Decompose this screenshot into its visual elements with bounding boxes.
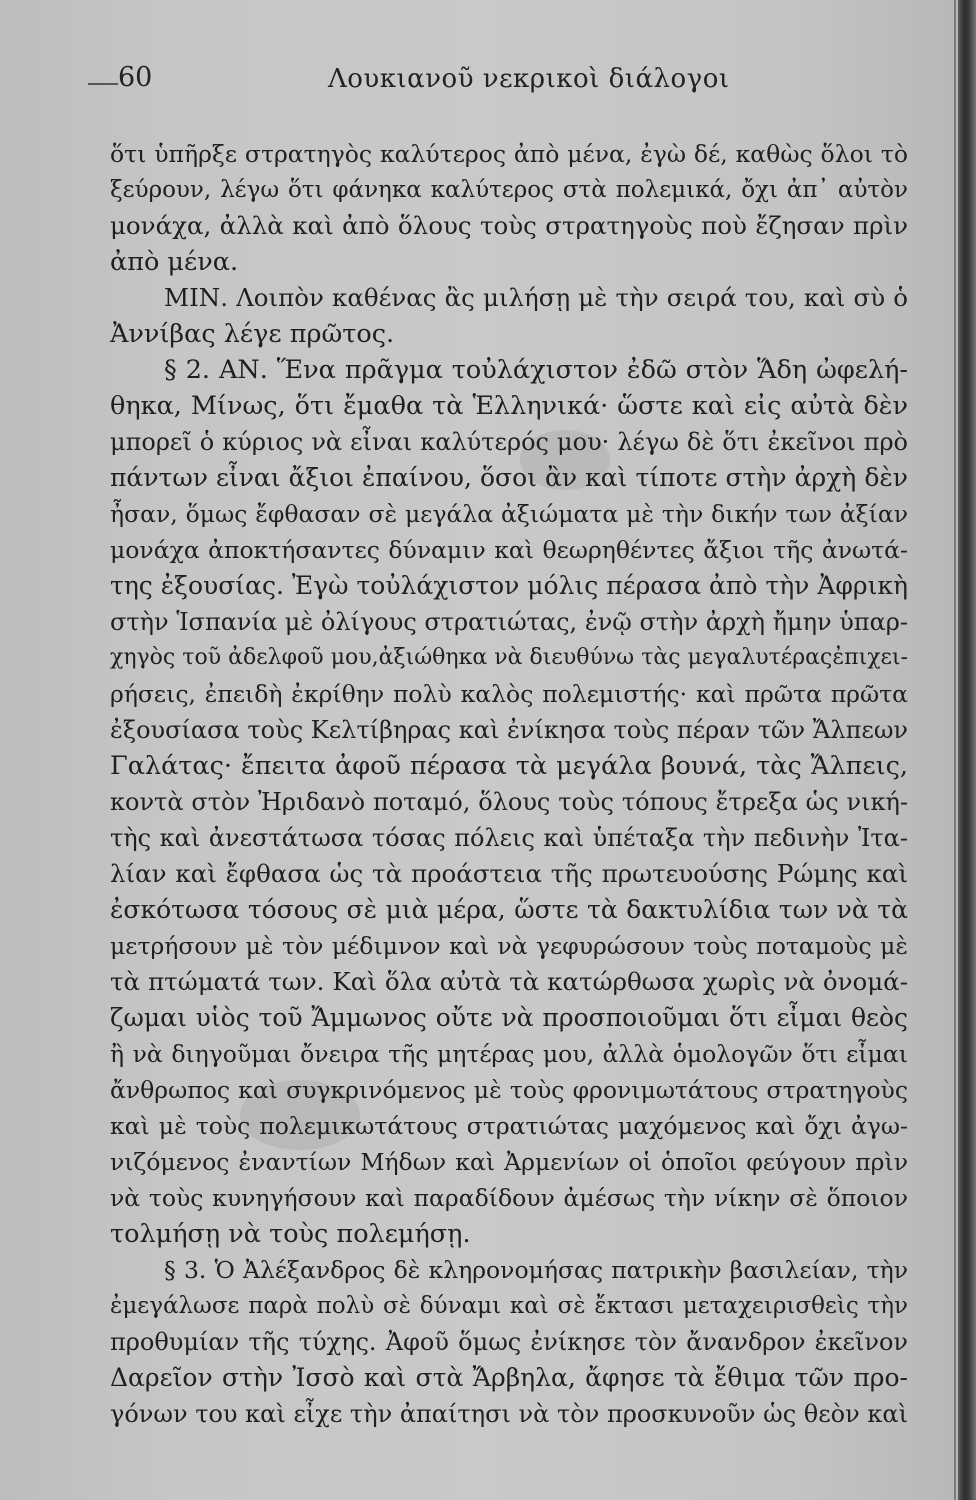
text-line: θηκα, Μίνως, ὅτι ἔμαθα τὰ Ἑλληνικά· ὥστε καὶ εἰς αὐτὰ δὲν [110, 391, 908, 421]
text-line: ΜΙΝ. Λοιπὸν καθένας ἂς μιλήσῃ μὲ τὴν σειρά του, καὶ σὺ ὁ [164, 283, 908, 312]
text-line: ἐμεγάλωσε παρὰ πολὺ σὲ δύναμι καὶ σὲ ἔκτασι μεταχειρισθεὶς τὴν [110, 1293, 908, 1319]
text-line: ἢ νὰ διηγοῦμαι ὄνειρα τῆς μητέρας μου, ἀλλὰ ὁμολογῶν ὅτι εἶμαι [110, 1040, 908, 1068]
text-line: μπορεῖ ὁ κύριος νὰ εἶναι καλύτερός μου· λέγω δὲ ὅτι ἐκεῖνοι πρὸ [110, 428, 908, 456]
text-line: πάντων εἶναι ἄξιοι ἐπαίνου, ὅσοι ἂν καὶ τίποτε στὴν ἀρχὴ δὲν [110, 463, 908, 492]
text-line: § 2. ΑΝ. Ἕνα πρᾶγμα τοὐλάχιστον ἐδῶ στὸν Ἅδη ὠφελή- [164, 355, 908, 385]
text-line: κοντὰ στὸν Ἠριδανὸ ποταμό, ὅλους τοὺς τόπους ἔτρεξα ὡς νική- [110, 788, 908, 816]
text-line: στὴν Ἱσπανία μὲ ὀλίγους στρατιώτας, ἐνῷ στὴν ἀρχὴ ἤμην ὑπαρ- [110, 608, 908, 636]
text-line: ἦσαν, ὅμως ἔφθασαν σὲ μεγάλα ἀξιώματα μὲ τὴν δικήν των ἀξίαν [110, 500, 908, 528]
header-rule [88, 83, 118, 85]
text-line: μονάχα ἀποκτήσαντες δύναμιν καὶ θεωρηθέντες ἄξιοι τῆς ἀνωτά- [110, 536, 908, 564]
text-line: τὰ πτώματά των. Καὶ ὅλα αὐτὰ τὰ κατώρθωσα χωρὶς νὰ ὀνομά- [110, 967, 908, 996]
text-line: ἀπὸ μένα. [110, 247, 239, 277]
text-line: τὴς καὶ ἀνεστάτωσα τόσας πόλεις καὶ ὑπέταξα τὴν πεδινὴν Ἰτα- [110, 824, 908, 852]
text-line: ὅτι ὑπῆρξε στρατηγὸς καλύτερος ἀπὸ μένα, ἐγὼ δέ, καθὼς ὅλοι τὸ [110, 140, 908, 168]
text-line: ρήσεις, ἐπειδὴ ἐκρίθην πολὺ καλὸς πολεμιστής· καὶ πρῶτα πρῶτα [110, 680, 908, 708]
text-line: τολμήσῃ νὰ τοὺς πολεμήσῃ. [110, 1219, 471, 1249]
text-line: λίαν καὶ ἔφθασα ὡς τὰ προάστεια τῆς πρωτευούσης Ρώμης καὶ [110, 859, 908, 888]
text-line: § 3. Ὁ Ἀλέξανδρος δὲ κληρονομήσας πατρικὴν βασιλείαν, τὴν [164, 1256, 908, 1284]
text-line: Δαρεῖον στὴν Ἰσσὸ καὶ στὰ Ἄρβηλα, ἄφησε τὰ ἔθιμα τῶν προ- [110, 1363, 908, 1392]
text-line: καὶ μὲ τοὺς πολεμικωτάτους στρατιώτας μαχόμενος καὶ ὄχι ἀγω- [110, 1112, 908, 1140]
page-edge [954, 0, 956, 1500]
text-line: ζωμαι υἱὸς τοῦ Ἄμμωνος οὔτε νὰ προσποιοῦμαι ὅτι εἶμαι θεὸς [110, 1003, 908, 1032]
page-number: 60 [118, 62, 153, 93]
text-line: προθυμίαν τῆς τύχης. Ἀφοῦ ὅμως ἐνίκησε τὸν ἄνανδρον ἐκεῖνον [110, 1328, 908, 1356]
text-line: γόνων του καὶ εἶχε τὴν ἀπαίτησι νὰ τὸν προσκυνοῦν ὡς θεὸν καὶ [110, 1400, 908, 1428]
text-line: μονάχα, ἀλλὰ καὶ ἀπὸ ὅλους τοὺς στρατηγοὺς ποὺ ἔζησαν πρὶν [110, 211, 908, 240]
book-spine-shadow [958, 0, 976, 1500]
text-line: μετρήσουν μὲ τὸν μέδιμνον καὶ νὰ γεφυρώσουν τοὺς ποταμοὺς μὲ [110, 932, 908, 960]
text-line: νιζόμενος ἐναντίων Μήδων καὶ Ἀρμενίων οἱ ὁποῖοι φεύγουν πρὶν [110, 1148, 908, 1176]
text-line: νὰ τοὺς κυνηγήσουν καὶ παραδίδουν ἀμέσως τὴν νίκην σὲ ὅποιον [110, 1184, 908, 1212]
text-line: ἐσκότωσα τόσους σὲ μιὰ μέρα, ὥστε τὰ δακτυλίδια των νὰ τὰ [110, 895, 908, 924]
text-line: της ἐξουσίας. Ἐγὼ τοὐλάχιστον μόλις πέρασα ἀπὸ τὴν Ἀφρικὴ [110, 571, 908, 600]
running-title: Λουκιανοῦ νεκρικοὶ διάλογοι [328, 64, 730, 94]
text-line: ἄνθρωπος καὶ συγκρινόμενος μὲ τοὺς φρονιμωτάτους στρατηγοὺς [110, 1076, 908, 1104]
text-line: ξεύρουν, λέγω ὅτι φάνηκα καλύτερος στὰ πολεμικά, ὄχι ἀπ᾽ αὐτὸν [110, 177, 908, 203]
text-line: ἐξουσίασα τοὺς Κελτίβηρας καὶ ἐνίκησα τοὺς πέραν τῶν Ἄλπεων [110, 716, 908, 744]
text-line: χηγὸς τοῦ ἀδελφοῦ μου,ἀξιώθηκα νὰ διευθύνω τὰς μεγαλυτέραςἐπιχει- [110, 645, 908, 670]
text-line: Γαλάτας· ἔπειτα ἀφοῦ πέρασα τὰ μεγάλα βουνά, τὰς Ἄλπεις, [110, 751, 908, 781]
text-line: Ἀννίβας λέγε πρῶτος. [110, 319, 395, 349]
